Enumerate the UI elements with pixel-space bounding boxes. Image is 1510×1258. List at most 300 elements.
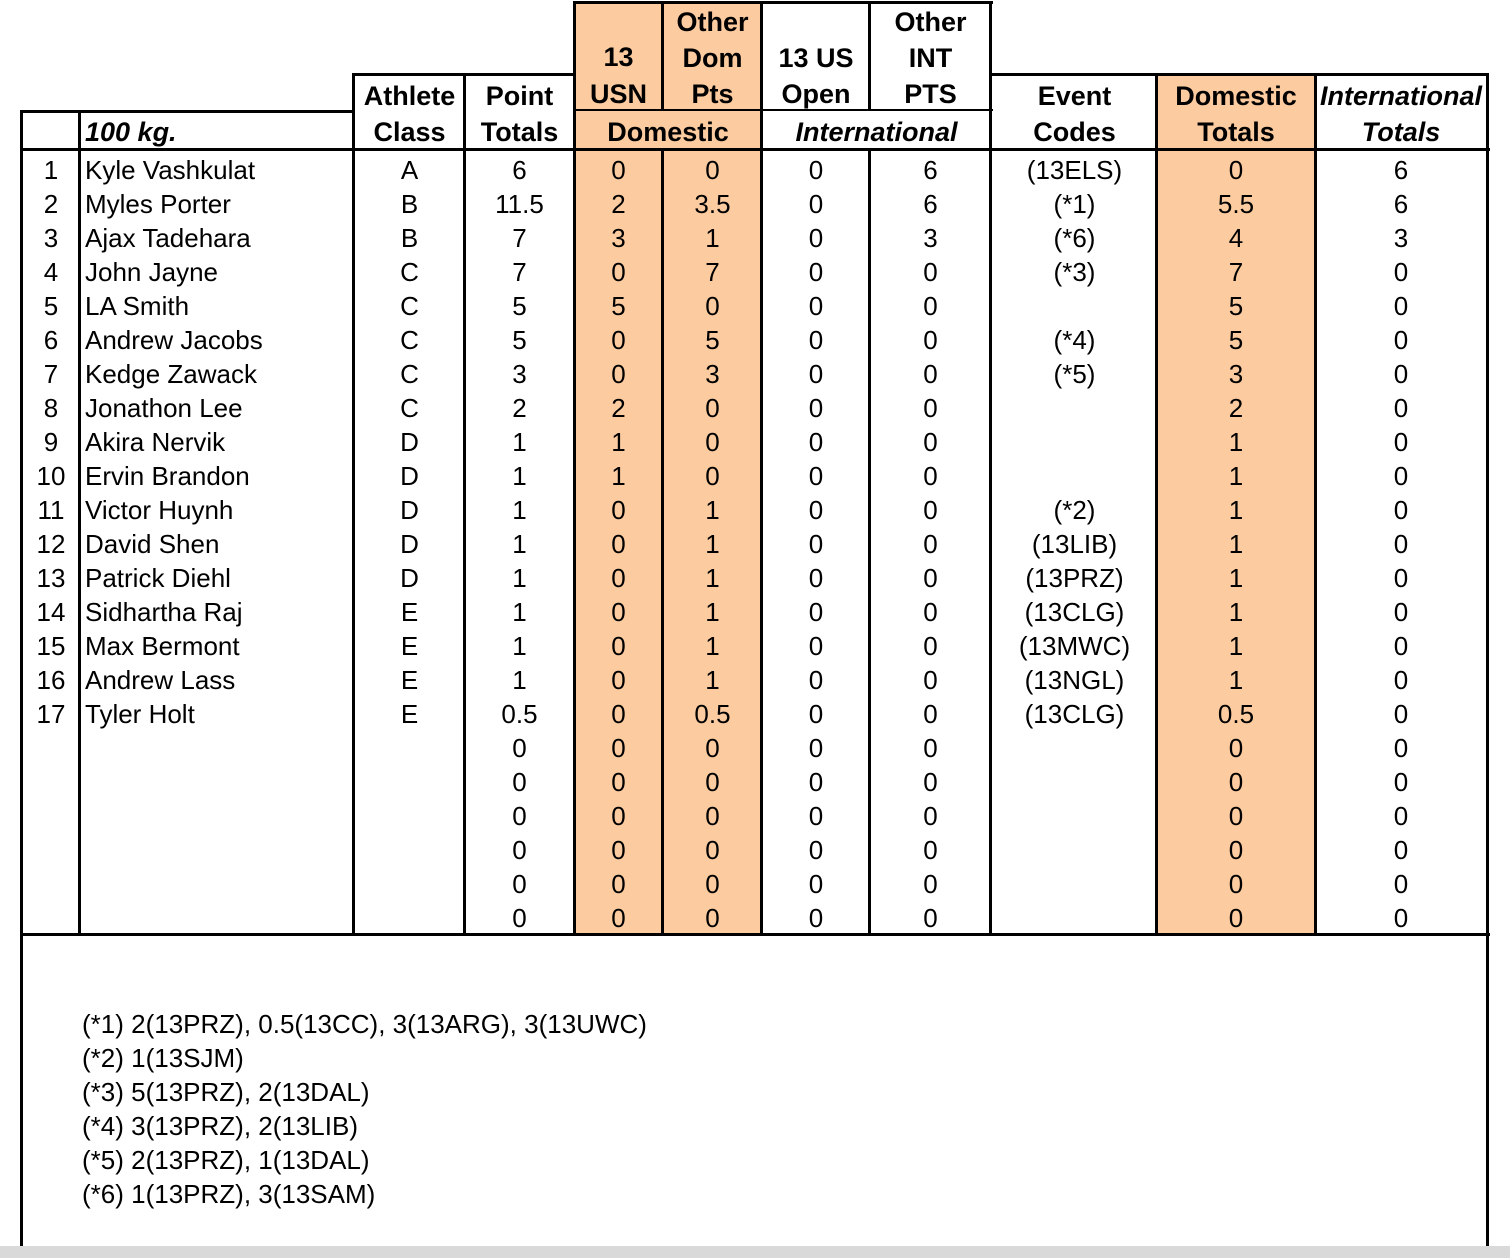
cell-cls	[354, 799, 465, 833]
cell-cls: C	[400, 257, 419, 287]
cell-int-total: 0	[1393, 427, 1409, 457]
cell-usn: 0	[611, 835, 626, 865]
cell-usn: 5	[611, 291, 626, 321]
cell-rank: 9	[43, 427, 59, 457]
cell-name: LA Smith	[85, 291, 190, 321]
cell-dom-total: 1	[1228, 597, 1244, 627]
cell-other-int: 0	[923, 359, 938, 389]
cell-rank: 8	[43, 393, 59, 423]
cell-points: 7	[512, 223, 527, 253]
cell-cls: C	[400, 325, 419, 355]
cell-rank	[22, 799, 80, 833]
cell-cls: E	[400, 631, 419, 661]
cell-name	[80, 867, 359, 901]
footnote: (*1) 2(13PRZ), 0.5(13CC), 3(13ARG), 3(13UWC)	[82, 1009, 647, 1039]
cell-other-int: 0	[923, 597, 938, 627]
grid-line	[573, 1, 993, 4]
cell-other-int: 0	[923, 699, 938, 729]
cell-rank	[22, 765, 80, 799]
cell-cls: D	[400, 461, 419, 491]
cell-usn: 0	[611, 801, 626, 831]
cell-int-total: 6	[1393, 155, 1409, 185]
cell-us-open: 0	[808, 903, 824, 933]
cell-other-dom: 0	[705, 835, 720, 865]
cell-us-open: 0	[808, 155, 824, 185]
cell-other-int: 0	[923, 257, 938, 287]
cell-other-int: 0	[923, 427, 938, 457]
cell-name	[80, 901, 359, 935]
cell-other-dom: 7	[705, 257, 720, 287]
cell-name: Jonathon Lee	[85, 393, 243, 423]
cell-dom-total: 4	[1228, 223, 1244, 253]
cell-other-int: 0	[923, 563, 938, 593]
cell-cls: D	[400, 427, 419, 457]
header-usn-line1: 13	[603, 42, 634, 72]
cell-other-dom: 0	[705, 461, 720, 491]
cell-int-total: 0	[1393, 869, 1409, 899]
cell-usn: 1	[611, 427, 626, 457]
cell-us-open: 0	[808, 597, 824, 627]
cell-name: Ajax Tadehara	[85, 223, 251, 253]
cell-usn: 2	[611, 393, 626, 423]
cell-code: (13ELS)	[1026, 155, 1123, 185]
cell-name: Andrew Lass	[85, 665, 236, 695]
cell-code: (13MWC)	[1018, 631, 1131, 661]
cell-other-int: 0	[923, 631, 938, 661]
cell-code	[992, 765, 1157, 799]
cell-usn: 0	[611, 495, 626, 525]
grid-line	[868, 148, 871, 935]
cell-int-total: 0	[1393, 665, 1409, 695]
cell-us-open: 0	[808, 393, 824, 423]
cell-int-total: 0	[1393, 461, 1409, 491]
cell-us-open: 0	[808, 835, 824, 865]
cell-cls: C	[400, 359, 419, 389]
cell-us-open: 0	[808, 631, 824, 661]
cell-us-open: 0	[808, 359, 824, 389]
cell-points: 1	[512, 461, 527, 491]
cell-rank: 4	[43, 257, 59, 287]
grid-line	[661, 1, 664, 111]
cell-us-open: 0	[808, 461, 824, 491]
cell-other-int: 0	[923, 495, 938, 525]
cell-rank: 12	[36, 529, 66, 559]
cell-usn: 0	[611, 529, 626, 559]
cell-cls	[354, 731, 465, 765]
cell-points: 0.5	[501, 699, 538, 729]
cell-dom-total: 1	[1228, 495, 1244, 525]
cell-rank: 7	[43, 359, 59, 389]
cell-code	[992, 731, 1157, 765]
cell-rank: 10	[36, 461, 66, 491]
cell-us-open: 0	[808, 529, 824, 559]
cell-code: (*1)	[1053, 189, 1096, 219]
cell-cls: E	[400, 597, 419, 627]
cell-int-total: 3	[1393, 223, 1409, 253]
grid-line	[868, 1, 871, 111]
cell-other-int: 0	[923, 291, 938, 321]
grid-line	[78, 110, 81, 935]
cell-code: (13CLG)	[1024, 597, 1125, 627]
cell-rank	[22, 901, 80, 935]
cell-code	[992, 289, 1157, 323]
cell-dom-total: 0.5	[1217, 699, 1255, 729]
header-other-dom-line1: Other	[676, 7, 749, 37]
cell-name: John Jayne	[85, 257, 218, 287]
cell-cls: D	[400, 495, 419, 525]
cell-usn: 1	[611, 461, 626, 491]
grid-line	[352, 73, 355, 935]
cell-code	[992, 391, 1157, 425]
cell-other-dom: 1	[705, 563, 720, 593]
cell-other-dom: 0	[705, 801, 720, 831]
cell-cls: E	[400, 665, 419, 695]
cell-dom-total: 1	[1228, 461, 1244, 491]
header-weight-class: 100 kg.	[85, 117, 177, 147]
header-us-open-line2: Open	[781, 79, 851, 109]
cell-usn: 0	[611, 733, 626, 763]
cell-cls: D	[400, 563, 419, 593]
cell-code: (*2)	[1053, 495, 1096, 525]
cell-usn: 0	[611, 665, 626, 695]
cell-int-total: 0	[1393, 801, 1409, 831]
grid-line	[463, 73, 466, 935]
footnote: (*3) 5(13PRZ), 2(13DAL)	[82, 1077, 370, 1107]
cell-points: 0	[512, 869, 527, 899]
cell-other-dom: 0	[705, 869, 720, 899]
cell-dom-total: 1	[1228, 563, 1244, 593]
cell-rank: 1	[43, 155, 59, 185]
cell-other-dom: 1	[705, 631, 720, 661]
header-event-codes-line1: Event	[1037, 81, 1112, 111]
cell-other-int: 6	[923, 189, 938, 219]
cell-other-int: 0	[923, 801, 938, 831]
grid-line	[760, 1, 763, 935]
window-bottom-edge	[0, 1246, 1510, 1258]
cell-other-int: 0	[923, 325, 938, 355]
cell-dom-total: 3	[1228, 359, 1244, 389]
grid-line	[20, 933, 1490, 936]
cell-us-open: 0	[808, 733, 824, 763]
cell-us-open: 0	[808, 563, 824, 593]
cell-points: 6	[512, 155, 527, 185]
cell-points: 1	[512, 427, 527, 457]
cell-other-dom: 3	[705, 359, 720, 389]
cell-dom-total: 0	[1228, 733, 1244, 763]
cell-code: (13CLG)	[1024, 699, 1125, 729]
cell-int-total: 0	[1393, 563, 1409, 593]
cell-cls: A	[400, 155, 419, 185]
cell-cls	[354, 901, 465, 935]
cell-other-dom: 0	[705, 291, 720, 321]
grid-line	[661, 148, 664, 935]
cell-rank: 16	[36, 665, 66, 695]
cell-name: Akira Nervik	[85, 427, 226, 457]
cell-other-int: 3	[923, 223, 938, 253]
cell-points: 2	[512, 393, 527, 423]
header-point-totals-line2: Totals	[480, 117, 559, 147]
cell-us-open: 0	[808, 427, 824, 457]
cell-dom-total: 2	[1228, 393, 1244, 423]
cell-rank: 17	[36, 699, 66, 729]
cell-other-dom: 5	[705, 325, 720, 355]
cell-us-open: 0	[808, 665, 824, 695]
cell-name: Tyler Holt	[85, 699, 195, 729]
cell-other-int: 0	[923, 733, 938, 763]
cell-usn: 0	[611, 257, 626, 287]
cell-int-total: 0	[1393, 903, 1409, 933]
cell-points: 7	[512, 257, 527, 287]
cell-points: 5	[512, 291, 527, 321]
cell-us-open: 0	[808, 699, 824, 729]
header-other-dom-line3: Pts	[691, 79, 734, 109]
cell-us-open: 0	[808, 495, 824, 525]
grid-line	[1486, 73, 1489, 1246]
cell-int-total: 0	[1393, 495, 1409, 525]
cell-points: 0	[512, 767, 527, 797]
cell-usn: 0	[611, 699, 626, 729]
cell-other-dom: 1	[705, 597, 720, 627]
grid-line	[991, 73, 1489, 76]
cell-cls: B	[400, 189, 419, 219]
header-usn-line2: USN	[589, 79, 647, 109]
footnote: (*6) 1(13PRZ), 3(13SAM)	[82, 1179, 376, 1209]
cell-cls	[354, 833, 465, 867]
footnote: (*2) 1(13SJM)	[82, 1043, 244, 1073]
footnote: (*5) 2(13PRZ), 1(13DAL)	[82, 1145, 370, 1175]
cell-rank: 6	[43, 325, 59, 355]
cell-points: 1	[512, 563, 527, 593]
cell-dom-total: 1	[1228, 631, 1244, 661]
cell-usn: 2	[611, 189, 626, 219]
cell-points: 1	[512, 529, 527, 559]
cell-other-int: 0	[923, 665, 938, 695]
cell-rank	[22, 867, 80, 901]
cell-cls: D	[400, 529, 419, 559]
cell-us-open: 0	[808, 869, 824, 899]
cell-name: Andrew Jacobs	[85, 325, 263, 355]
cell-code: (13LIB)	[1031, 529, 1118, 559]
cell-other-int: 6	[923, 155, 938, 185]
cell-cls: B	[400, 223, 419, 253]
header-other-int-line1: Other	[894, 7, 967, 37]
cell-int-total: 0	[1393, 631, 1409, 661]
header-athlete-class-line2: Class	[373, 117, 446, 147]
cell-code: (*4)	[1053, 325, 1096, 355]
cell-name: Kyle Vashkulat	[85, 155, 256, 185]
cell-int-total: 0	[1393, 767, 1409, 797]
grid-line	[573, 109, 993, 111]
header-domestic-totals-line2: Totals	[1197, 117, 1275, 147]
grid-line	[20, 110, 355, 113]
cell-int-total: 6	[1393, 189, 1409, 219]
cell-int-total: 0	[1393, 393, 1409, 423]
header-domestic-group: Domestic	[607, 117, 729, 147]
cell-points: 1	[512, 665, 527, 695]
cell-code	[992, 833, 1157, 867]
cell-other-dom: 0	[705, 767, 720, 797]
cell-rank: 14	[36, 597, 66, 627]
cell-code	[992, 459, 1157, 493]
cell-dom-total: 0	[1228, 903, 1244, 933]
header-other-int-line3: PTS	[904, 79, 957, 109]
cell-dom-total: 5.5	[1217, 189, 1255, 219]
cell-us-open: 0	[808, 189, 824, 219]
cell-name: Patrick Diehl	[85, 563, 231, 593]
cell-name: Victor Huynh	[85, 495, 234, 525]
footnotes	[82, 1007, 647, 1211]
cell-us-open: 0	[808, 801, 824, 831]
cell-cls: C	[400, 393, 419, 423]
cell-name: Sidhartha Raj	[85, 597, 243, 627]
cell-points: 11.5	[495, 189, 544, 219]
cell-other-dom: 1	[705, 529, 720, 559]
cell-cls	[354, 867, 465, 901]
cell-points: 0	[512, 835, 527, 865]
cell-other-dom: 0.5	[694, 699, 731, 729]
header-point-totals-line1: Point	[485, 81, 554, 111]
cell-other-dom: 0	[705, 427, 720, 457]
cell-int-total: 0	[1393, 359, 1409, 389]
cell-rank: 5	[43, 291, 59, 321]
cell-dom-total: 7	[1228, 257, 1244, 287]
cell-us-open: 0	[808, 257, 824, 287]
cell-usn: 0	[611, 155, 626, 185]
grid-line	[989, 1, 992, 935]
cell-usn: 0	[611, 325, 626, 355]
cell-rank	[22, 731, 80, 765]
header-other-dom-line2: Dom	[682, 43, 743, 73]
cell-us-open: 0	[808, 223, 824, 253]
header-us-open-line1: 13 US	[778, 43, 854, 73]
cell-int-total: 0	[1393, 699, 1409, 729]
cell-code: (13NGL)	[1024, 665, 1125, 695]
header-event-codes-line2: Codes	[1033, 117, 1116, 147]
cell-cls: E	[400, 699, 419, 729]
cell-cls: C	[400, 291, 419, 321]
cell-points: 1	[512, 597, 527, 627]
cell-other-dom: 1	[705, 223, 720, 253]
cell-other-int: 0	[923, 529, 938, 559]
cell-usn: 0	[611, 767, 626, 797]
cell-other-int: 0	[923, 869, 938, 899]
cell-rank: 3	[43, 223, 59, 253]
cell-name: Max Bermont	[85, 631, 240, 661]
cell-us-open: 0	[808, 291, 824, 321]
cell-dom-total: 0	[1228, 767, 1244, 797]
grid-line	[20, 148, 1490, 151]
cell-dom-total: 1	[1228, 427, 1244, 457]
cell-dom-total: 0	[1228, 801, 1244, 831]
cell-usn: 0	[611, 359, 626, 389]
header-athlete-class-line1: Athlete	[363, 81, 456, 111]
cell-other-dom: 0	[705, 155, 720, 185]
cell-dom-total: 0	[1228, 869, 1244, 899]
header-other-int-line2: INT	[908, 43, 953, 73]
cell-name	[80, 799, 359, 833]
cell-usn: 0	[611, 597, 626, 627]
cell-points: 1	[512, 495, 527, 525]
cell-other-int: 0	[923, 393, 938, 423]
header-domestic-totals-line1: Domestic	[1175, 81, 1297, 111]
cell-cls	[354, 765, 465, 799]
cell-dom-total: 0	[1228, 835, 1244, 865]
cell-dom-total: 0	[1228, 155, 1244, 185]
cell-usn: 3	[611, 223, 626, 253]
header-international-group: International	[795, 117, 958, 147]
cell-other-int: 0	[923, 461, 938, 491]
cell-name: David Shen	[85, 529, 220, 559]
cell-points: 1	[512, 631, 527, 661]
cell-other-dom: 0	[705, 393, 720, 423]
cell-name	[80, 731, 359, 765]
cell-code: (*6)	[1053, 223, 1096, 253]
cell-code: (*5)	[1053, 359, 1096, 389]
cell-code	[992, 867, 1157, 901]
cell-other-int: 0	[923, 903, 938, 933]
cell-usn: 0	[611, 563, 626, 593]
cell-us-open: 0	[808, 325, 824, 355]
cell-int-total: 0	[1393, 291, 1409, 321]
grid-line	[573, 1, 576, 935]
cell-rank: 2	[43, 189, 59, 219]
header-international-totals-line1: International	[1319, 81, 1482, 111]
cell-other-dom: 3.5	[694, 189, 731, 219]
cell-other-dom: 0	[705, 733, 720, 763]
cell-code: (*3)	[1053, 257, 1096, 287]
cell-int-total: 0	[1393, 835, 1409, 865]
cell-name	[80, 833, 359, 867]
cell-points: 5	[512, 325, 527, 355]
grid-line	[1155, 73, 1158, 935]
cell-points: 0	[512, 733, 527, 763]
header-international-totals-line2: Totals	[1361, 117, 1441, 147]
cell-dom-total: 1	[1228, 529, 1244, 559]
cell-int-total: 0	[1393, 597, 1409, 627]
cell-us-open: 0	[808, 767, 824, 797]
cell-code	[992, 799, 1157, 833]
cell-other-dom: 0	[705, 903, 720, 933]
cell-dom-total: 5	[1228, 325, 1244, 355]
cell-points: 3	[512, 359, 527, 389]
cell-code: (13PRZ)	[1025, 563, 1124, 593]
cell-other-int: 0	[923, 835, 938, 865]
footnote: (*4) 3(13PRZ), 2(13LIB)	[82, 1111, 358, 1141]
cell-points: 0	[512, 801, 527, 831]
cell-int-total: 0	[1393, 733, 1409, 763]
cell-other-int: 0	[923, 767, 938, 797]
cell-name	[80, 765, 359, 799]
cell-usn: 0	[611, 631, 626, 661]
cell-points: 0	[512, 903, 527, 933]
cell-rank: 13	[36, 563, 66, 593]
grid-line	[20, 110, 23, 1246]
grid-line	[1314, 73, 1317, 935]
cell-dom-total: 5	[1228, 291, 1244, 321]
cell-code	[992, 425, 1157, 459]
cell-rank: 11	[37, 495, 65, 525]
cell-rank: 15	[36, 631, 66, 661]
cell-rank	[22, 833, 80, 867]
cell-name: Myles Porter	[85, 189, 231, 219]
cell-dom-total: 1	[1228, 665, 1244, 695]
cell-other-dom: 1	[705, 495, 720, 525]
cell-int-total: 0	[1393, 529, 1409, 559]
cell-code	[992, 901, 1157, 935]
cell-other-dom: 1	[705, 665, 720, 695]
cell-usn: 0	[611, 903, 626, 933]
cell-name: Ervin Brandon	[85, 461, 250, 491]
